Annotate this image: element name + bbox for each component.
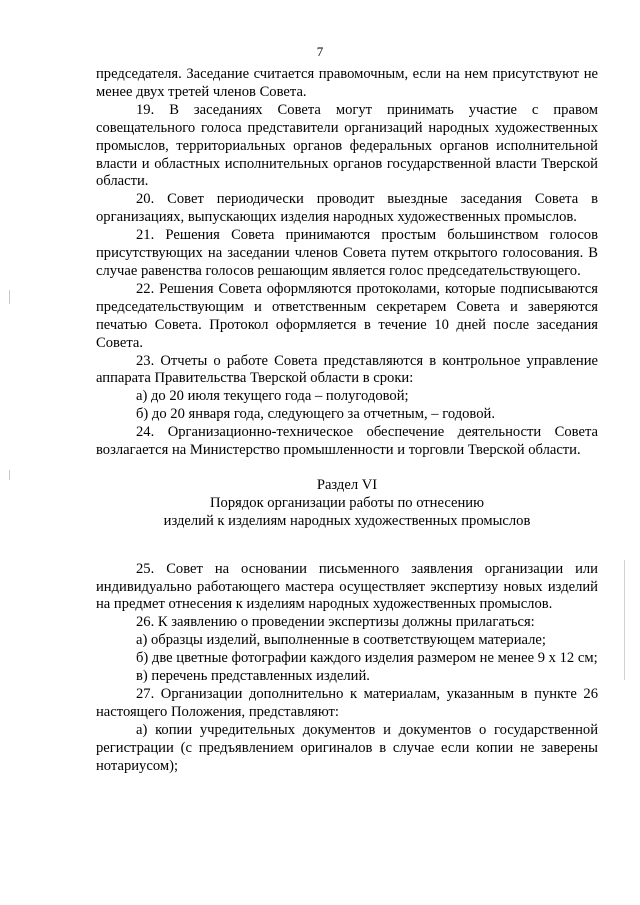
scan-artifact — [9, 290, 10, 304]
document-body — [96, 66, 598, 776]
section-title-line-2: изделий к изделиям народных художественных промыслов — [163, 512, 531, 529]
paragraph: а) до 20 июля текущего года – полугодовой; — [136, 388, 409, 405]
paragraph: 22. Решения Совета оформляются протоколами, которые подписываются председательствующим и ответственным секретарем Совета и заверяются печатью Совета. Протокол оформляется в течение 10 дней после заседания Совета. — [96, 280, 598, 351]
paragraphs-top — [96, 66, 598, 460]
paragraph: в) перечень представленных изделий. — [136, 668, 370, 685]
paragraph: а) копии учредительных документов и документов о государственной регистрации (с предъявлением оригиналов в случае если копии не заверены нотариусом); — [96, 721, 598, 774]
paragraph: б) до 20 января года, следующего за отчетным, – годовой. — [136, 406, 495, 423]
section-title-line-1: Порядок организации работы по отнесению — [210, 494, 484, 511]
paragraph: 19. В заседаниях Совета могут принимать участие с правом совещательного голоса представители организаций народных художественных промыслов, территориальных органов федеральных органов исполнительной власти и областных исполнительных органов государственной власти Тверской области. — [96, 101, 598, 190]
section-number: Раздел VI — [316, 476, 378, 493]
paragraphs-bottom — [96, 561, 598, 776]
paragraph: 25. Совет на основании письменного заявления организации или индивидуально работающего мастера осуществляет экспертизу новых изделий на предмет отнесения к изделиям народных художественных промыслов. — [96, 560, 598, 613]
paragraph: а) образцы изделий, выполненные в соответствующем материале; — [136, 632, 546, 649]
scan-artifact — [624, 560, 625, 680]
section-heading — [96, 477, 598, 531]
page-number: 7 — [316, 44, 324, 59]
paragraph: 23. Отчеты о работе Совета представляются в контрольное управление аппарата Правительства Тверской области в сроки: — [96, 352, 598, 387]
scan-artifact — [9, 470, 10, 480]
paragraph: 27. Организации дополнительно к материалам, указанным в пункте 26 настоящего Положения, представляют: — [96, 686, 598, 720]
paragraph: председателя. Заседание считается правомочным, если на нем присутствуют не менее двух третей членов Совета. — [96, 66, 598, 100]
paragraph: 26. К заявлению о проведении экспертизы должны прилагаться: — [136, 614, 535, 631]
paragraph: 24. Организационно-техническое обеспечение деятельности Совета возлагается на Министерство промышленности и торговли Тверской области. — [96, 424, 598, 459]
paragraph: б) две цветные фотографии каждого изделия размером не менее 9 х 12 см; — [136, 650, 598, 667]
paragraph: 21. Решения Совета принимаются простым большинством голосов присутствующих на заседании членов Совета путем открытого голосования. В случае равенства голосов решающим является голос председательствующего. — [96, 227, 598, 279]
paragraph: 20. Совет периодически проводит выездные заседания Совета в организациях, выпускающих изделия народных художественных промыслов. — [96, 191, 598, 226]
